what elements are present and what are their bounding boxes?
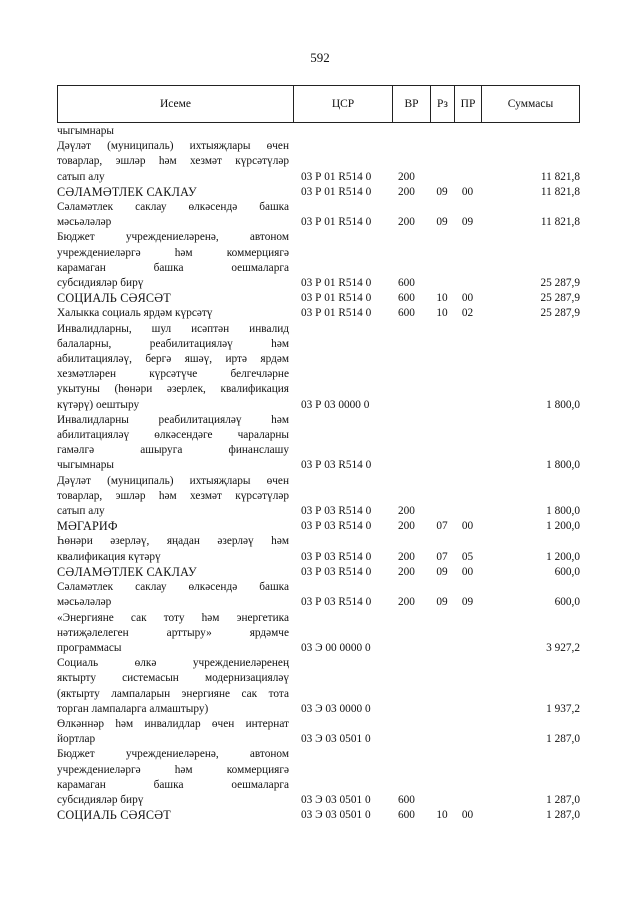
table-row — [57, 534, 580, 564]
row-vr: 600 — [398, 793, 415, 806]
row-name — [57, 306, 293, 321]
row-name-line: Бюджет учреждениеләренә, автоном — [57, 748, 289, 761]
row-name-line: сатып алу — [57, 170, 105, 183]
row-csr: 03 Р 03 R514 0 — [301, 550, 372, 563]
row-name-line: учреждениеләргә һәм коммерциягә — [57, 763, 289, 776]
row-name — [57, 580, 293, 610]
row-pr: 09 — [461, 216, 474, 229]
row-name-line: Социаль өлкә учреждениеләренең — [57, 657, 289, 670]
row-name-line: балаларны, реабилитацияләү һәм — [57, 337, 289, 350]
row-csr: 03 Р 01 R514 0 — [301, 170, 372, 183]
row-name-line: квалификация күтәрү — [57, 550, 161, 563]
header-pr: ПР — [455, 86, 482, 122]
row-name-line: күтәрү) оештыру — [57, 398, 140, 411]
row-name-line: мәсьәләләр — [57, 216, 112, 229]
row-name-line: нәтиҗәлелеген арттыру» ярдәмче — [57, 626, 289, 639]
row-name-line: чыгымнары — [57, 125, 114, 137]
table-header — [57, 85, 580, 123]
row-name — [57, 808, 293, 823]
table-row — [57, 230, 580, 291]
row-name-line: карамаган башка оешмаларга — [57, 261, 289, 274]
row-sum: 25 287,9 — [540, 307, 580, 320]
header-name: Исеме — [58, 86, 294, 122]
row-pr: 02 — [461, 307, 474, 320]
table-row — [57, 200, 580, 230]
row-name-line: Сәламәтлек саклау өлкәсендә башка — [57, 581, 289, 594]
row-name — [57, 656, 293, 717]
row-name-line: торган лампаларга алмаштыру) — [57, 702, 209, 715]
row-sum: 1 287,0 — [546, 733, 580, 746]
row-name-line: СОЦИАЛЬ СӘЯСӘТ — [57, 808, 171, 823]
row-name — [57, 413, 293, 474]
row-sum: 1 200,0 — [546, 550, 580, 563]
row-name-line: Бюджет учреждениеләренә, автоном — [57, 231, 289, 244]
row-name-line: Һөнәри әзерләү, яңадан әзерләү һәм — [57, 535, 289, 548]
row-vr: 200 — [398, 216, 415, 229]
table-row — [57, 185, 580, 200]
row-name — [57, 565, 293, 580]
row-rz: 09 — [436, 216, 448, 229]
row-csr: 03 Э 03 0000 0 — [301, 702, 371, 715]
row-sum: 1 800,0 — [546, 398, 580, 411]
row-csr: 03 Р 03 R514 0 — [301, 565, 372, 578]
row-csr: 03 Э 00 0000 0 — [301, 641, 371, 654]
row-sum: 1 200,0 — [546, 520, 580, 533]
row-vr: 600 — [398, 292, 415, 305]
row-csr: 03 Р 01 R514 0 — [301, 185, 372, 198]
row-sum: 600,0 — [554, 596, 580, 609]
row-rz: 09 — [436, 565, 448, 578]
row-name-line: укытуны (һөнәри әзерлек, квалификация — [57, 383, 289, 396]
row-rz: 10 — [436, 307, 448, 320]
row-name-line: Халыкка социаль ярдәм күрсәтү — [57, 307, 213, 320]
row-name — [57, 747, 293, 808]
row-csr: 03 Р 01 R514 0 — [301, 216, 372, 229]
row-name-line: учреждениеләргә һәм коммерциягә — [57, 246, 289, 259]
row-vr: 600 — [398, 277, 415, 290]
row-name-line: сатып алу — [57, 505, 105, 518]
row-rz: 09 — [436, 596, 448, 609]
row-name — [57, 474, 293, 520]
row-name-line: Өлкәннәр һәм инвалидлар өчен интернат — [57, 717, 289, 730]
row-name — [57, 322, 293, 413]
row-vr: 600 — [398, 809, 415, 822]
budget-table — [57, 85, 580, 823]
row-name-line: абилитацияләү өлкәсендәге чараларны — [57, 429, 289, 442]
table-row — [57, 747, 580, 808]
row-name-line: СӘЛАМӘТЛЕК САКЛАУ — [57, 564, 197, 579]
page-number: 592 — [310, 50, 330, 65]
row-name-line: «Энергияне сак тоту һәм энергетика — [57, 611, 289, 624]
table-row — [57, 611, 580, 657]
table-row — [57, 565, 580, 580]
row-name-line: субсидияләр бирү — [57, 793, 144, 806]
table-row — [57, 322, 580, 413]
row-name-line: СОЦИАЛЬ СӘЯСӘТ — [57, 291, 171, 306]
row-sum: 1 287,0 — [546, 793, 580, 806]
row-name-line: Дәүләт (муниципаль) ихтыяҗлары өчен — [57, 474, 289, 487]
header-rz: Рз — [431, 86, 455, 122]
row-name-line: Инвалидларны реабилитацияләү һәм — [57, 413, 289, 426]
row-csr: 03 Э 03 0501 0 — [301, 793, 371, 806]
header-vr: ВР — [393, 86, 431, 122]
row-name-line: СӘЛАМӘТЛЕК САКЛАУ — [57, 184, 197, 199]
row-rz: 07 — [436, 520, 448, 533]
row-vr: 200 — [398, 596, 415, 609]
row-csr: 03 Р 03 R514 0 — [301, 505, 372, 518]
row-vr: 200 — [398, 550, 415, 563]
row-csr: 03 Р 01 R514 0 — [301, 277, 372, 290]
row-pr: 05 — [461, 550, 474, 563]
row-name-line: товарлар, эшләр һәм хезмәт күрсәтүләр — [57, 489, 289, 502]
row-name-line: йортлар — [57, 733, 96, 746]
row-name — [57, 200, 293, 230]
table-row — [57, 808, 580, 823]
table-row — [57, 717, 580, 747]
row-pr: 00 — [461, 292, 474, 305]
row-csr: 03 Р 03 0000 0 — [301, 398, 370, 411]
row-pr: 00 — [461, 520, 474, 533]
row-name-line: МӘГАРИФ — [57, 519, 118, 534]
row-name-line: программасы — [57, 641, 122, 654]
table-row — [57, 519, 580, 534]
row-name-line: Инвалидларны, шул исәптән инвалид — [57, 322, 289, 335]
table-row — [57, 139, 580, 185]
row-name-line: Сәламәтлек саклау өлкәсендә башка — [57, 201, 289, 214]
row-name-line: Дәүләт (муниципаль) ихтыяҗлары өчен — [57, 140, 289, 153]
row-name — [57, 139, 293, 185]
row-name — [57, 534, 293, 564]
row-csr: 03 Э 03 0501 0 — [301, 809, 371, 822]
row-name-line: яктырту системасын модернизацияләү — [57, 672, 289, 685]
row-name-line: (яктырту лампаларын энергияне сак тота — [57, 687, 289, 700]
row-vr: 200 — [398, 505, 415, 518]
table-row — [57, 124, 580, 139]
row-name-line: абилитацияләү, бергә яшәү, иртә ярдәм — [57, 353, 289, 366]
row-sum: 3 927,2 — [546, 641, 580, 654]
row-rz: 07 — [436, 550, 448, 563]
row-pr: 00 — [461, 809, 474, 822]
row-name-line: чыгымнары — [57, 459, 114, 472]
row-vr: 200 — [398, 170, 415, 183]
row-csr: 03 Р 03 R514 0 — [301, 459, 372, 472]
row-name — [57, 519, 293, 534]
row-rz: 10 — [436, 809, 448, 822]
table-row — [57, 474, 580, 520]
table-row — [57, 306, 580, 321]
row-sum: 1 800,0 — [546, 505, 580, 518]
row-vr: 600 — [398, 307, 415, 320]
row-pr: 00 — [461, 565, 474, 578]
row-name-line: хезмәтләрен күрсәтүче белгечләрне — [57, 368, 289, 381]
header-sum: Суммасы — [507, 98, 554, 110]
row-vr: 200 — [398, 185, 415, 198]
row-name-line: мәсьәләләр — [57, 596, 112, 609]
table-row — [57, 413, 580, 474]
table-row — [57, 656, 580, 717]
row-csr: 03 Э 03 0501 0 — [301, 733, 371, 746]
table-row — [57, 291, 580, 306]
row-name — [57, 611, 293, 657]
row-name — [57, 230, 293, 291]
row-sum: 11 821,8 — [540, 185, 580, 198]
row-csr: 03 Р 01 R514 0 — [301, 307, 372, 320]
table-body — [57, 123, 580, 823]
row-sum: 1 937,2 — [546, 702, 580, 715]
row-name — [57, 717, 293, 747]
row-sum: 25 287,9 — [540, 292, 580, 305]
row-vr: 200 — [398, 565, 415, 578]
row-rz: 10 — [436, 292, 448, 305]
row-pr: 00 — [461, 185, 474, 198]
row-sum: 600,0 — [554, 565, 580, 578]
row-rz: 09 — [436, 185, 448, 198]
row-name-line: субсидияләр бирү — [57, 277, 144, 290]
row-vr: 200 — [398, 520, 415, 533]
row-csr: 03 Р 03 R514 0 — [301, 596, 372, 609]
row-sum: 11 821,8 — [540, 170, 580, 183]
row-csr: 03 Р 03 R514 0 — [301, 520, 372, 533]
row-name-line: гамәлгә ашыруга финанслашу — [57, 444, 289, 457]
row-name — [57, 124, 293, 139]
row-csr: 03 Р 01 R514 0 — [301, 292, 372, 305]
header-csr: ЦСР — [294, 86, 393, 122]
row-pr: 09 — [461, 596, 474, 609]
row-name-line: карамаган башка оешмаларга — [57, 778, 289, 791]
row-sum: 25 287,9 — [540, 277, 580, 290]
row-sum: 1 800,0 — [546, 459, 580, 472]
row-name — [57, 185, 293, 200]
table-row — [57, 580, 580, 610]
row-name-line: товарлар, эшләр һәм хезмәт күрсәтүләр — [57, 155, 289, 168]
row-name — [57, 291, 293, 306]
row-sum: 1 287,0 — [546, 809, 580, 822]
row-sum: 11 821,8 — [540, 216, 580, 229]
